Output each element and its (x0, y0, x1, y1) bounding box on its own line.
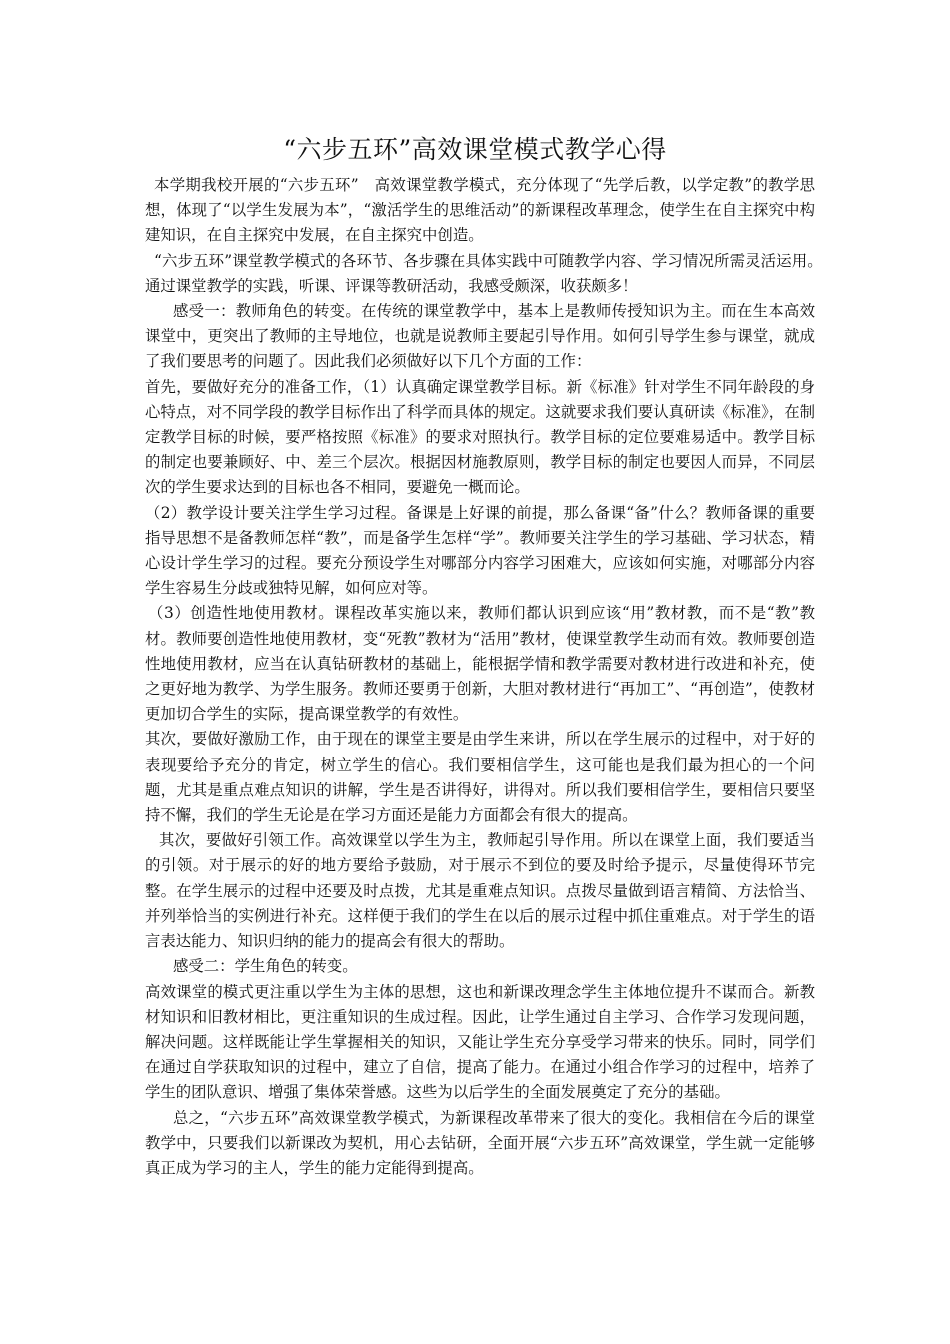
paragraph-feeling-one: 感受一：教师角色的转变。在传统的课堂教学中，基本上是教师传授知识为主。而在生本高效课堂中，更突出了教师的主导地位，也就是说教师主要起引导作用。如何引导学生参与课堂，就成了我们要思考的问题了。因此我们必须做好以下几个方面的工作： (145, 302, 815, 371)
paragraph-guidance: 其次，要做好引领工作。高效课堂以学生为主，教师起引导作用。所以在课堂上面，我们要适当的引领。对于展示的好的地方要给予鼓励，对于展示不到位的要及时给予提示，尽量使得环节完整。在学生展示的过程中还要及时点拨，尤其是重难点知识。点拨尽量做到语言精简、方法恰当、并列举恰当的实例进行补充。这样便于我们的学生在以后的展示过程中抓住重难点。对于学生的语言表达能力、知识归纳的能力的提高会有很大的帮助。 (145, 831, 815, 951)
paragraph-encouragement: 其次，要做好激励工作，由于现在的课堂主要是由学生来讲，所以在学生展示的过程中，对于好的表现要给予充分的肯定，树立学生的信心。我们要相信学生，这可能也是我们最为担心的一个问题，尤其是重点难点知识的讲解，学生是否讲得好，讲得对。所以我们要相信学生，要相信只要坚持不懈，我们的学生无论是在学习方面还是能力方面都会有很大的提高。 (145, 730, 815, 825)
paragraph-textbook-use: （3）创造性地使用教材。课程改革实施以来，教师们都认识到应该“用”教材教，而不是“教”教材。教师要创造性地使用教材，变“死教”教材为“活用”教材，使课堂教学生动而有效。教师要创造性地使用教材，应当在认真钻研教材的基础上，能根据学情和教学需要对教材进行改进和补充，使之更好地为教学、为学生服务。教师还要勇于创新，大胆对教材进行“再加工”、“再创造”，使教材更加切合学生的实际，提高课堂教学的有效性。 (145, 604, 815, 724)
paragraph-model-flexibility: “六步五环”课堂教学模式的各环节、各步骤在具体实践中可随教学内容、学习情况所需灵活运用。 通过课堂教学的实践，听课、评课等教研活动，我感受颇深，收获颇多！ (145, 251, 831, 295)
document-body (145, 173, 831, 1181)
paragraph-conclusion: 总之，“六步五环”高效课堂教学模式，为新课程改革带来了很大的变化。我相信在今后的课堂教学中，只要我们以新课改为契机，用心去钻研，全面开展“六步五环”高效课堂，学生就一定能够真正成为学习的主人，学生的能力定能得到提高。 (145, 1108, 815, 1177)
paragraph-student-role: 高效课堂的模式更注重以学生为主体的思想，这也和新课改理念学生主体地位提升不谋而合。新教材知识和旧教材相比，更注重知识的生成过程。因此，让学生通过自主学习、合作学习发现问题，解决问题。这样既能让学生掌握相关的知识，又能让学生充分享受学习带来的快乐。同时，同学们在通过自学获取知识的过程中，建立了自信，提高了能力。在通过小组合作学习的过程中，培养了学生的团队意识、增强了集体荣誉感。这些为以后学生的全面发展奠定了充分的基础。 (145, 982, 815, 1102)
paragraph-teaching-design: （2）教学设计要关注学生学习过程。备课是上好课的前提，那么备课“备”什么？教师备课的重要指导思想不是备教师怎样“教”，而是备学生怎样“学”。教师要关注学生的学习基础、学习状态，精心设计学生学习的过程。要充分预设学生对哪部分内容学习困难大，应该如何实施，对哪部分内容学生容易生分歧或独特见解，如何应对等。 (145, 503, 815, 598)
document-title: “六步五环”高效课堂模式教学心得 (283, 135, 667, 164)
paragraph-preparation: 首先，要做好充分的准备工作，（1）认真确定课堂教学目标。新《标准》针对学生不同年龄段的身心特点，对不同学段的教学目标作出了科学而具体的规定。这就要求我们要认真研读《标准》，在制定教学目标的时候，要严格按照《标准》的要求对照执行。教学目标的定位要难易适中。教学目标的制定也要兼顾好、中、差三个层次。根据因材施教原则，教学目标的制定也要因人而异，不同层次的学生要求达到的目标也各不相同，要避免一概而论。 (145, 377, 815, 497)
paragraph-feeling-two: 感受二：学生角色的转变。 (173, 957, 358, 976)
paragraph-intro: 本学期我校开展的“六步五环” 高效课堂教学模式，充分体现了“先学后教，以学定教”的教学思想，体现了“以学生发展为本”，“激活学生的思维活动”的新课程改革理念，使学生在自主探究中构建知识，在自主探究中发展，在自主探究中创造。 (145, 176, 815, 245)
